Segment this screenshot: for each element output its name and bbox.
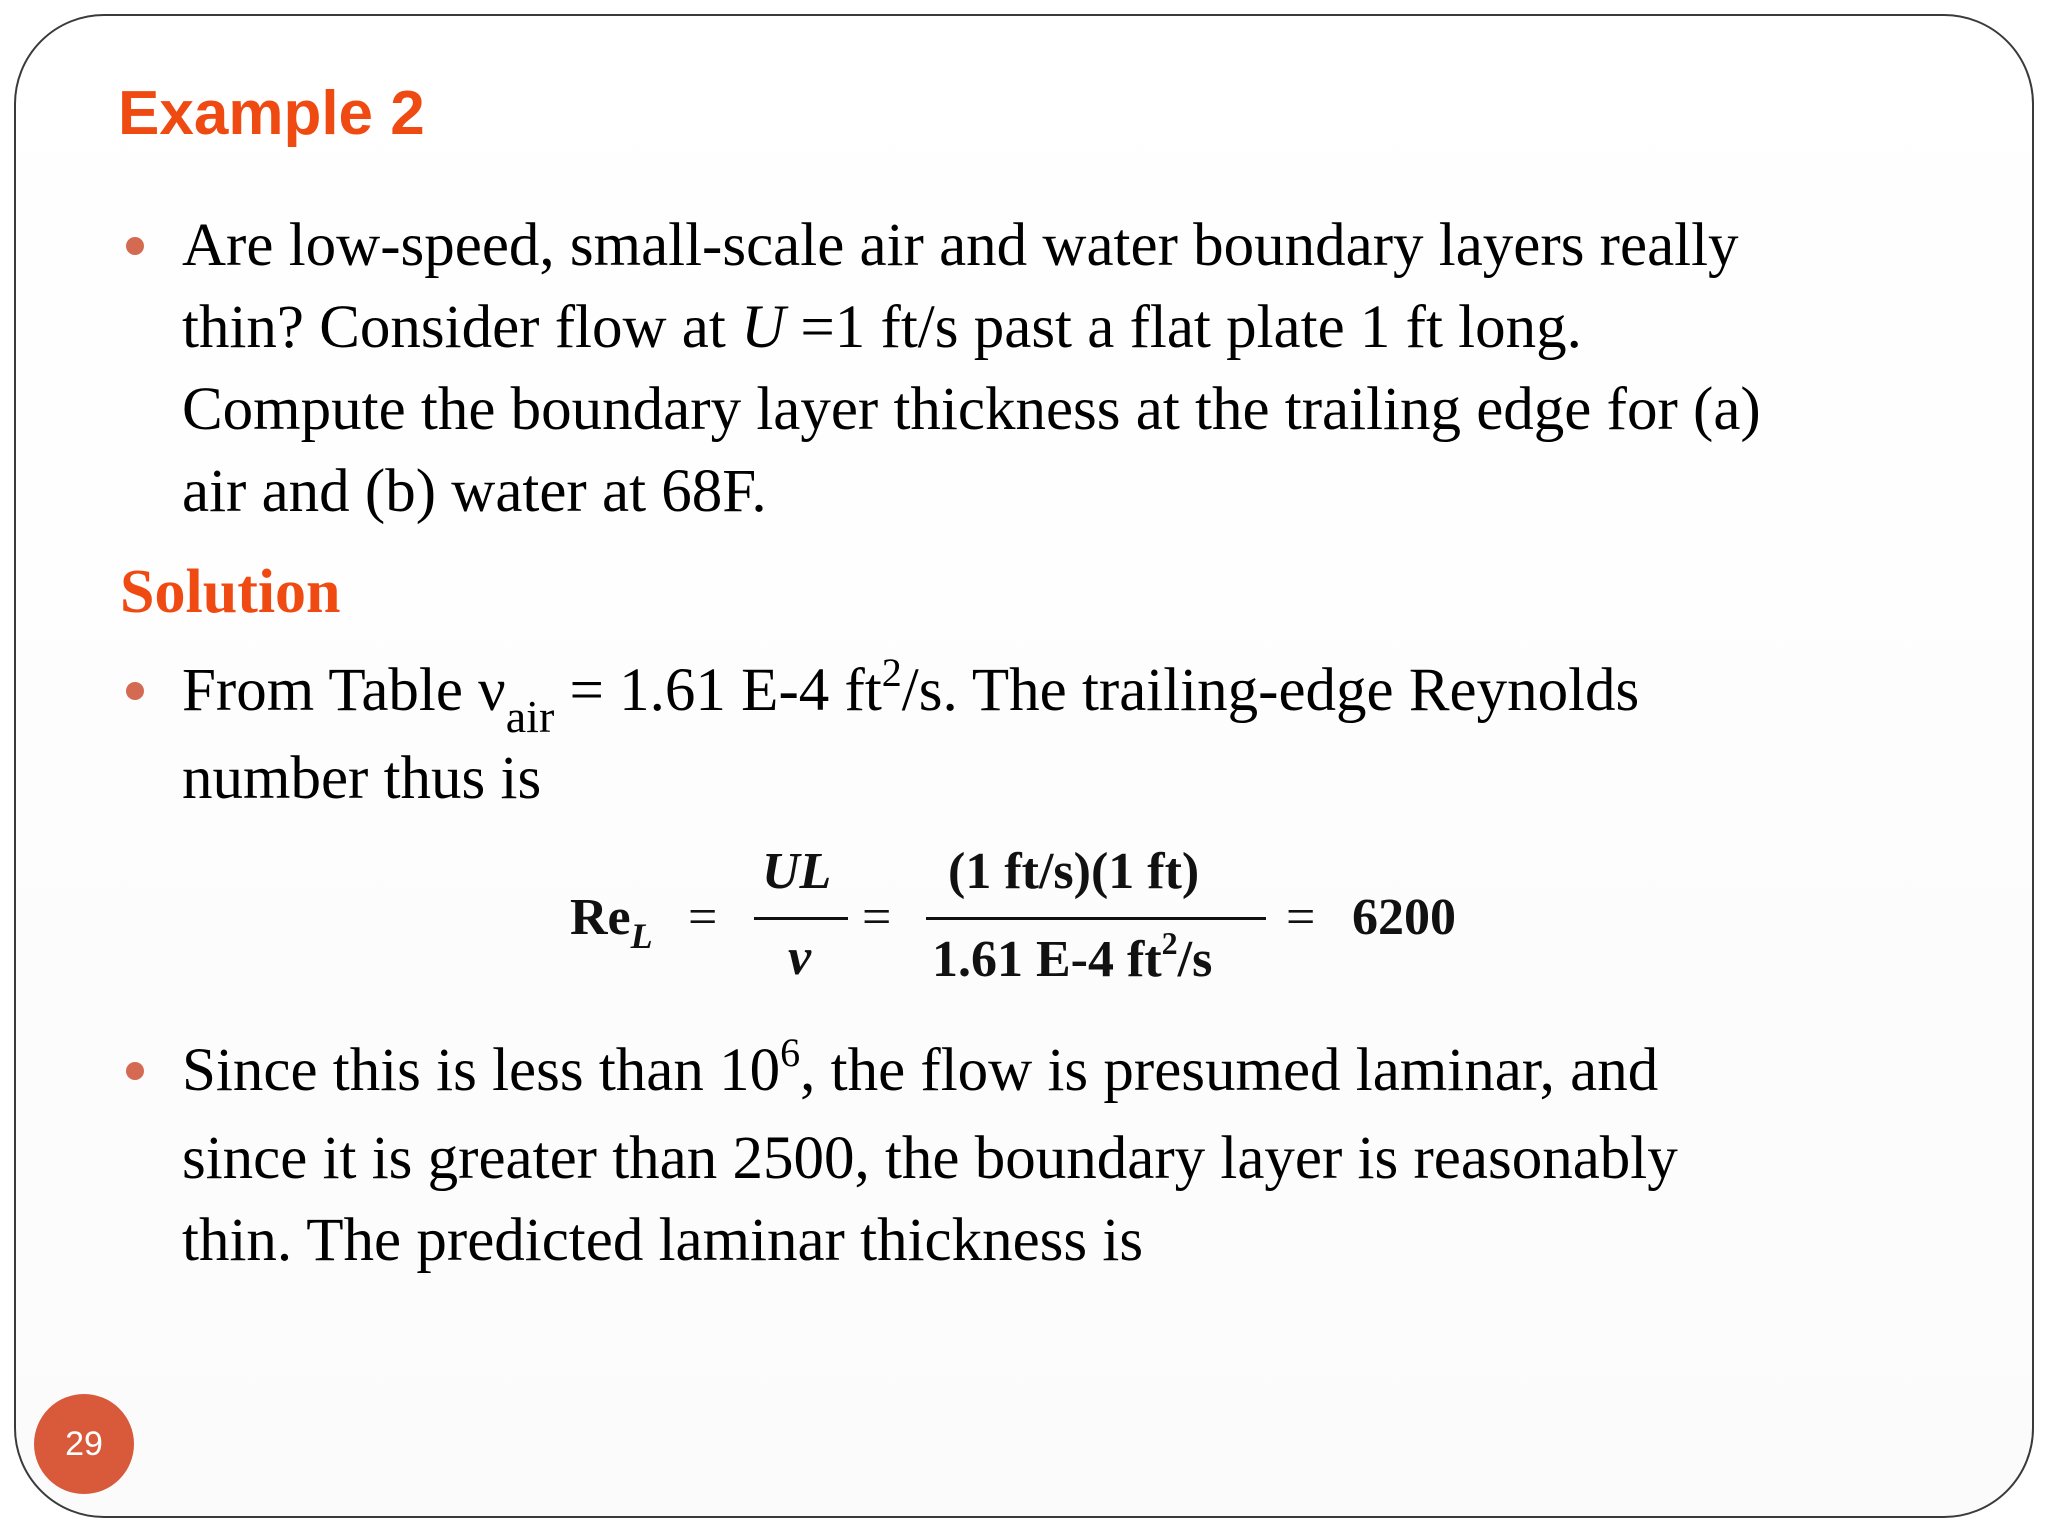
bullet-text: Since this is less than 10: [182, 1037, 781, 1104]
bullet-line: Compute the boundary layer thickness at the trailing edge for (a): [182, 376, 1761, 443]
reynolds-equation: [570, 840, 1490, 1000]
bullet-line: number thus is: [182, 745, 542, 812]
fraction2-bar: [926, 917, 1266, 920]
equals-sign: =: [862, 889, 892, 946]
bullet-text: From Table ν: [182, 657, 506, 724]
fraction1-bar: [754, 917, 848, 920]
superscript: 6: [780, 1030, 801, 1075]
fraction2-denominator-unit: /s: [1177, 931, 1213, 988]
bullet-line: [182, 1030, 1678, 1118]
equation-lhs: [570, 888, 653, 956]
bullet-line: since it is greater than 2500, the boundary layer is reasonably: [182, 1125, 1678, 1192]
page-number-badge: 29: [34, 1394, 134, 1494]
equation-lhs-text: Re: [570, 889, 631, 946]
bullet-line: air and (b) water at 68F.: [182, 458, 767, 525]
bullet-line: [182, 650, 1640, 742]
bullet-dot-icon: [126, 237, 144, 255]
bullet-text: /s. The trailing-edge Reynolds: [901, 657, 1640, 724]
fraction1-denominator: ν: [788, 929, 812, 986]
subscript-air: air: [505, 691, 555, 742]
bullet-dot-icon: [126, 1062, 144, 1080]
bullet-viscosity: [182, 650, 1639, 820]
bullet-text: , the flow is presumed laminar, and: [800, 1037, 1659, 1104]
bullet-line: thin. The predicted laminar thickness is: [182, 1207, 1144, 1274]
fraction1-numerator: UL: [762, 843, 832, 900]
bullet-text: =1 ft/s past a flat plate 1 ft long.: [785, 294, 1582, 361]
solution-heading: Solution: [120, 558, 341, 626]
bullet-conclusion: [182, 1030, 1678, 1282]
bullet-line: Are low-speed, small-scale air and water boundary layers really: [182, 212, 1739, 279]
bullet-line: [182, 287, 1761, 369]
fraction2-denominator-superscript: 2: [1161, 925, 1178, 961]
equation-result: 6200: [1352, 889, 1456, 946]
fraction2-denominator-text: 1.61 E-4 ft: [932, 931, 1162, 988]
equation-lhs-subscript: L: [630, 916, 653, 956]
bullet-dot-icon: [126, 682, 144, 700]
velocity-symbol: U: [741, 294, 786, 361]
equals-sign: =: [688, 889, 718, 946]
bullet-text: = 1.61 E-4 ft: [554, 657, 882, 724]
equals-sign: =: [1286, 889, 1316, 946]
slide-title: Example 2: [118, 79, 425, 148]
bullet-problem-statement: [182, 205, 1761, 533]
fraction2-numerator: (1 ft/s)(1 ft): [948, 843, 1200, 900]
bullet-text: thin? Consider flow at: [182, 294, 742, 361]
fraction2-denominator: [932, 925, 1213, 989]
superscript: 2: [881, 650, 902, 695]
